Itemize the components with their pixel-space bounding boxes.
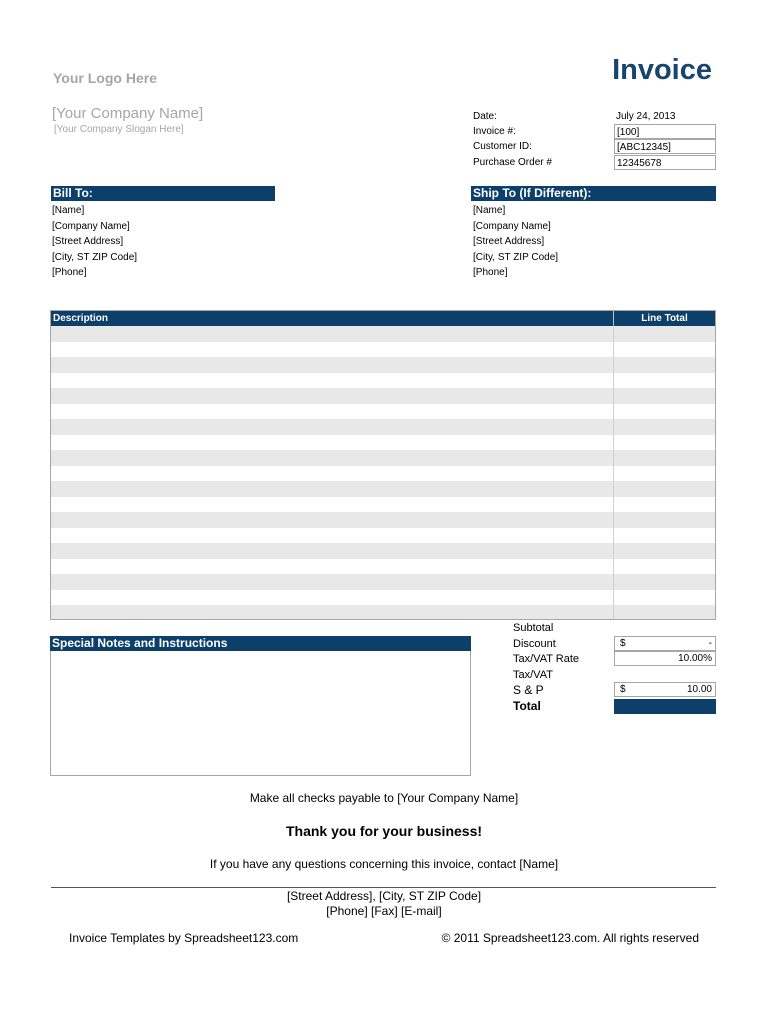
- bill-to-heading: Bill To:: [51, 186, 275, 201]
- bill-to-street: [Street Address]: [52, 236, 124, 247]
- line-total-cell[interactable]: [614, 512, 715, 528]
- line-total-cell[interactable]: [614, 326, 715, 342]
- purchase-order-label: Purchase Order #: [473, 157, 552, 168]
- table-row[interactable]: [51, 466, 715, 482]
- table-row[interactable]: [51, 342, 715, 358]
- line-items-header: [51, 311, 715, 326]
- description-cell[interactable]: [51, 605, 614, 620]
- table-row[interactable]: [51, 512, 715, 528]
- bill-to-phone: [Phone]: [52, 267, 87, 278]
- line-total-cell[interactable]: [614, 435, 715, 451]
- table-row[interactable]: [51, 481, 715, 497]
- line-total-cell[interactable]: [614, 528, 715, 544]
- discount-label: Discount: [513, 638, 556, 650]
- ship-to-phone: [Phone]: [473, 267, 508, 278]
- notes-heading: Special Notes and Instructions: [50, 636, 471, 651]
- line-total-cell[interactable]: [614, 373, 715, 389]
- line-total-cell[interactable]: [614, 419, 715, 435]
- description-cell[interactable]: [51, 388, 614, 404]
- total-label: Total: [513, 699, 541, 713]
- invoice-number-label: Invoice #:: [473, 126, 516, 137]
- bill-to-company: [Company Name]: [52, 220, 130, 232]
- bill-to-name: [Name]: [52, 205, 85, 216]
- description-cell[interactable]: [51, 512, 614, 528]
- line-total-cell[interactable]: [614, 466, 715, 482]
- line-total-cell[interactable]: [614, 450, 715, 466]
- description-cell[interactable]: [51, 528, 614, 544]
- line-items-table: [50, 310, 716, 620]
- shipping-field[interactable]: [614, 682, 716, 697]
- description-cell[interactable]: [51, 419, 614, 435]
- description-cell[interactable]: [51, 450, 614, 466]
- shipping-currency: $: [620, 684, 626, 695]
- description-cell[interactable]: [51, 435, 614, 451]
- line-total-cell[interactable]: [614, 605, 715, 620]
- line-total-cell[interactable]: [614, 481, 715, 497]
- line-total-cell[interactable]: [614, 590, 715, 606]
- line-total-cell[interactable]: [614, 404, 715, 420]
- line-items-body: [51, 326, 715, 620]
- purchase-order-field[interactable]: 12345678: [614, 155, 716, 170]
- tax-rate-value: 10.00%: [678, 653, 712, 664]
- description-cell[interactable]: [51, 497, 614, 513]
- description-cell[interactable]: [51, 404, 614, 420]
- tax-rate-field[interactable]: [614, 651, 716, 666]
- description-cell[interactable]: [51, 543, 614, 559]
- footer-contact: [Phone] [Fax] [E-mail]: [326, 904, 442, 918]
- invoice-title: Invoice: [612, 54, 712, 86]
- table-row[interactable]: [51, 559, 715, 575]
- tax-rate-label: Tax/VAT Rate: [513, 653, 580, 665]
- customer-id-field[interactable]: [ABC12345]: [614, 139, 716, 154]
- bill-to-address[interactable]: [52, 203, 137, 281]
- discount-field[interactable]: [614, 636, 716, 651]
- discount-currency: $: [620, 638, 626, 649]
- description-column-header: Description: [51, 311, 614, 326]
- company-slogan: [Your Company Slogan Here]: [54, 124, 184, 135]
- total-value-box: [614, 699, 716, 714]
- ship-to-company: [Company Name]: [473, 220, 551, 232]
- table-row[interactable]: [51, 528, 715, 544]
- table-row[interactable]: [51, 543, 715, 559]
- line-total-cell[interactable]: [614, 559, 715, 575]
- date-value[interactable]: July 24, 2013: [616, 111, 676, 122]
- footer-divider: [51, 887, 716, 888]
- description-cell[interactable]: [51, 373, 614, 389]
- line-total-cell[interactable]: [614, 574, 715, 590]
- company-name: [Your Company Name]: [52, 105, 204, 122]
- description-cell[interactable]: [51, 590, 614, 606]
- date-label: Date:: [473, 111, 497, 122]
- line-total-cell[interactable]: [614, 357, 715, 373]
- ship-to-city: [City, ST ZIP Code]: [473, 251, 559, 263]
- tax-label: Tax/VAT: [513, 669, 553, 681]
- description-cell[interactable]: [51, 326, 614, 342]
- table-row[interactable]: [51, 435, 715, 451]
- table-row[interactable]: [51, 373, 715, 389]
- description-cell[interactable]: [51, 357, 614, 373]
- checks-payable-note: Make all checks payable to [Your Company Name]: [249, 791, 519, 805]
- line-total-cell[interactable]: [614, 497, 715, 513]
- table-row[interactable]: [51, 388, 715, 404]
- shipping-label: S & P: [513, 683, 544, 697]
- line-total-cell[interactable]: [614, 388, 715, 404]
- logo-placeholder: Your Logo Here: [53, 70, 157, 86]
- invoice-number-field[interactable]: [100]: [614, 124, 716, 139]
- subtotal-label: Subtotal: [513, 622, 554, 634]
- line-total-column-header: Line Total: [641, 313, 688, 324]
- shipping-value: 10.00: [686, 684, 712, 695]
- template-credit: Invoice Templates by Spreadsheet123.com: [69, 931, 299, 945]
- table-row[interactable]: [51, 605, 715, 620]
- table-row[interactable]: [51, 574, 715, 590]
- thank-you-message: Thank you for your business!: [285, 823, 483, 839]
- questions-contact-note: If you have any questions concerning this invoice, contact [Name]: [209, 857, 559, 871]
- table-row[interactable]: [51, 326, 715, 342]
- table-row[interactable]: [51, 404, 715, 420]
- description-cell[interactable]: [51, 574, 614, 590]
- ship-to-name: [Name]: [473, 205, 506, 216]
- table-row[interactable]: [51, 419, 715, 435]
- bill-to-city: [City, ST ZIP Code]: [52, 251, 138, 263]
- ship-to-heading: Ship To (If Different):: [471, 186, 716, 201]
- description-cell[interactable]: [51, 466, 614, 482]
- ship-to-address[interactable]: [473, 203, 558, 281]
- customer-id-label: Customer ID:: [473, 141, 532, 152]
- copyright-notice: © 2011 Spreadsheet123.com. All rights reserved: [441, 931, 699, 945]
- description-cell[interactable]: [51, 559, 614, 575]
- table-row[interactable]: [51, 590, 715, 606]
- footer-address: [Street Address], [City, ST ZIP Code]: [286, 889, 482, 903]
- table-row[interactable]: [51, 497, 715, 513]
- description-cell[interactable]: [51, 342, 614, 358]
- ship-to-street: [Street Address]: [473, 236, 545, 247]
- table-row[interactable]: [51, 357, 715, 373]
- line-total-cell[interactable]: [614, 342, 715, 358]
- discount-value: -: [708, 638, 712, 649]
- description-cell[interactable]: [51, 481, 614, 497]
- notes-textarea[interactable]: [50, 651, 471, 776]
- table-row[interactable]: [51, 450, 715, 466]
- line-total-cell[interactable]: [614, 543, 715, 559]
